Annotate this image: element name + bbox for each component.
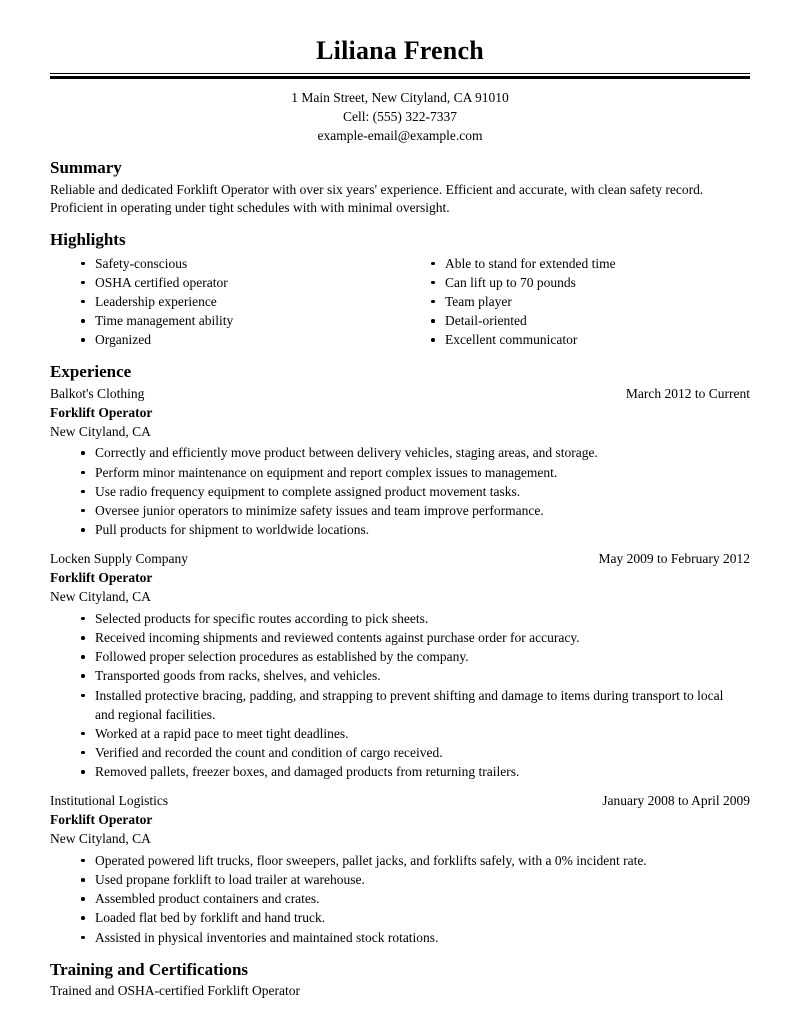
employment-dates: May 2009 to February 2012 [598,551,750,567]
experience-section [50,362,750,946]
summary-text: Reliable and dedicated Forklift Operator with over six years' experience. Efficient and accurate, with clean safety record. Proficient in operating under tight schedules with with minimal oversight. [50,181,704,215]
employer-name: Institutional Logistics [50,793,169,809]
divider-line-thick [50,76,750,79]
list-item: Able to stand for extended time [400,254,750,273]
list-item: Received incoming shipments and reviewed contents against purchase order for accuracy. [50,628,750,647]
training-section [50,960,750,1001]
list-item: Loaded flat bed by forklift and hand truck. [50,908,750,927]
list-item: Worked at a rapid pace to meet tight deadlines. [50,724,750,743]
list-item: Leadership experience [50,292,400,311]
list-item: Installed protective bracing, padding, and strapping to prevent shifting and damage to items during transport to local and regional facilities. [50,686,750,724]
highlights-section [50,230,750,349]
job-location: New Cityland, CA [50,423,151,439]
contact-email: example-email@example.com [317,128,483,144]
employer-name: Locken Supply Company [50,551,188,567]
list-item: Verified and recorded the count and condition of cargo received. [50,743,750,762]
summary-heading: Summary [50,158,122,178]
highlights-left-column [50,254,400,350]
list-item: Excellent communicator [400,330,750,349]
list-item: Pull products for shipment to worldwide locations. [50,520,750,539]
job-title: Forklift Operator [50,404,153,420]
experience-entry-header [50,550,750,569]
list-item: Removed pallets, freezer boxes, and damaged products from returning trailers. [50,762,750,781]
employment-dates: March 2012 to Current [625,385,750,401]
employer-name: Balkot's Clothing [50,385,145,401]
highlights-heading: Highlights [50,230,126,250]
experience-entry-header [50,792,750,811]
summary-section [50,158,750,217]
job-title: Forklift Operator [50,812,153,828]
list-item: Oversee junior operators to minimize safety issues and team improve performance. [50,501,750,520]
job-location: New Cityland, CA [50,588,151,604]
contact-phone: Cell: (555) 322-7337 [343,109,457,125]
list-item: Organized [50,330,400,349]
job-title: Forklift Operator [50,570,153,586]
training-text: Trained and OSHA-certified Forklift Operator [50,983,300,999]
job-location: New Cityland, CA [50,831,151,847]
list-item: Correctly and efficiently move product between delivery vehicles, staging areas, and storage. [50,443,750,462]
job-responsibility-list [50,443,750,539]
list-item: Followed proper selection procedures as established by the company. [50,647,750,666]
highlights-right-list [400,254,750,350]
list-item: Perform minor maintenance on equipment and report complex issues to management. [50,463,750,482]
training-heading: Training and Certifications [50,959,249,979]
list-item: Safety-conscious [50,254,400,273]
experience-entry-header [50,385,750,404]
list-item: Operated powered lift trucks, floor sweepers, pallet jacks, and forklifts safely, with a 0% incident rate. [50,851,750,870]
list-item: Transported goods from racks, shelves, and vehicles. [50,666,750,685]
contact-address: 1 Main Street, New Cityland, CA 91010 [291,89,509,105]
experience-heading: Experience [50,362,132,382]
experience-entry [50,792,750,946]
list-item: Assisted in physical inventories and maintained stock rotations. [50,928,750,947]
header-divider [50,73,750,79]
job-responsibility-list [50,851,750,947]
list-item: OSHA certified operator [50,273,400,292]
highlights-right-column [400,254,750,350]
list-item: Team player [400,292,750,311]
list-item: Detail-oriented [400,311,750,330]
list-item: Selected products for specific routes according to pick sheets. [50,609,750,628]
list-item: Used propane forklift to load trailer at warehouse. [50,870,750,889]
contact-block [50,88,750,145]
list-item: Time management ability [50,311,400,330]
candidate-name: Liliana French [316,36,484,65]
experience-entry [50,385,750,539]
list-item: Can lift up to 70 pounds [400,273,750,292]
list-item: Assembled product containers and crates. [50,889,750,908]
experience-entry [50,550,750,781]
list-item: Use radio frequency equipment to complete assigned product movement tasks. [50,482,750,501]
highlights-columns [50,254,750,350]
employment-dates: January 2008 to April 2009 [602,793,750,809]
job-responsibility-list [50,609,750,781]
highlights-left-list [50,254,400,350]
resume-header [50,0,750,145]
